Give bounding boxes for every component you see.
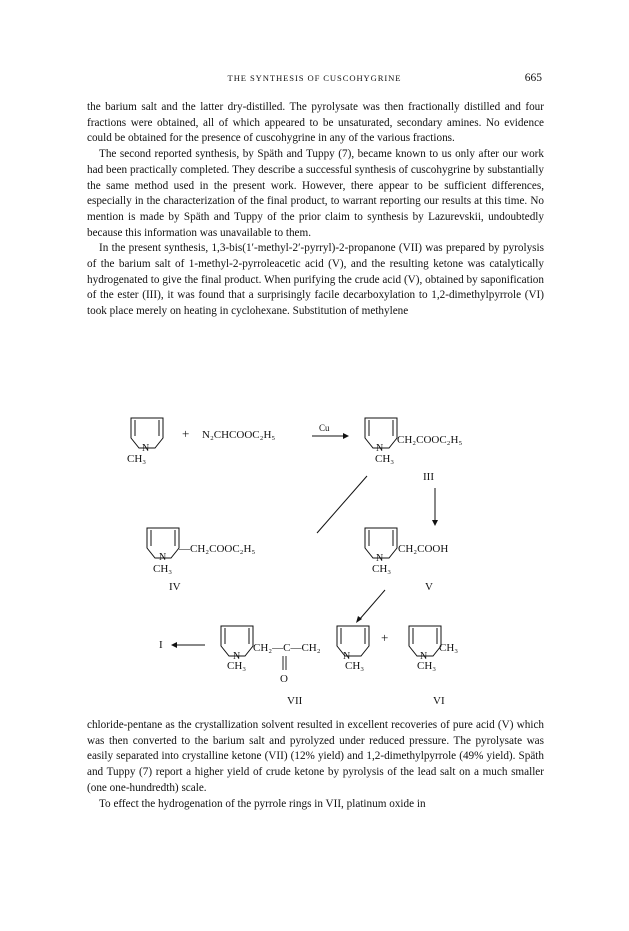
ring-n: N [376,553,384,564]
ring-n: N [420,651,428,662]
paragraph: In the present synthesis, 1,3-bis(1′-methyl-2′-pyrryl)-2-propanone (VII) was prepared by pyrolysis of the barium salt of 1-methyl-2-pyrroleacetic acid (V), and the resulting ketone was catalytically hydrogenated to give the final product. When purifying the crude acid (V), obtained by saponification of the ester (III), it was found that a surprisingly facile decarboxylation to 1,2-dimethylpyrrole (VI) took place merely on heating in cyclohexane. Substitution of methylene [87,242,544,318]
n-methyl: CH₃ [372,563,392,575]
body-text-top [87,100,544,320]
paragraph: To effect the hydrogenation of the pyrrole rings in VII, platinum oxide in [99,797,426,810]
arrow-to-VII [359,590,385,620]
compound-label-V: V [425,581,433,593]
n-methyl: CH₃ [153,563,173,575]
compound-label-IV: IV [169,581,181,593]
compound-label-VI: VI [433,695,445,707]
plus-sign: + [182,426,190,441]
arrow-head [343,433,349,439]
pyrrole-ring-reactant [127,418,163,465]
arrow-head [171,642,177,648]
arrow-head [432,520,438,526]
ketone-chain: CH₂—C—CH₂ [253,642,321,654]
ketone-oxygen: O [280,673,288,685]
body-text-bottom [87,718,544,812]
catalyst-label: Cu [319,423,330,433]
compound-label-VII: VII [287,695,303,707]
n-methyl: CH₃ [345,660,365,672]
plus-sign: + [381,630,389,645]
n-methyl: CH₃ [417,660,437,672]
ring-n: N [343,651,351,662]
n-methyl: CH₃ [227,660,247,672]
paragraph: the barium salt and the latter dry-distilled. The pyrolysate was then fractionally distilled and four fractions were obtained, all of which appeared to be unsaturated, secondary amines. No evidence could be obtained for the presence of cuscohygrine in any of the various fractions. [87,101,544,145]
ketone-VII [221,626,369,707]
ring-n: N [233,651,241,662]
page-number: 665 [524,72,542,84]
n-methyl: CH₃ [127,453,147,465]
acid-V [365,528,448,593]
n-methyl: CH₃ [375,453,395,465]
running-title: THE SYNTHESIS OF CUSCOHYGRINE [227,73,402,83]
ring-n: N [376,443,384,454]
ester-substituent: —CH₂COOC₂H₅ [179,543,256,555]
ester-substituent: CH₂COOC₂H₅ [397,434,463,446]
acid-substituent: CH₂COOH [398,543,449,555]
arrow-to-IV [317,476,367,533]
ring-n: N [142,443,150,454]
paragraph: chloride-pentane as the crystallization solvent resulted in excellent recoveries of pure acid (V) which was then converted to the barium salt and pyrolyzed under reduced pressure. The pyrolysate was easily separated into crystalline ketone (VII) (12% yield) and 1,2-dimethylpyrrole (49% yield). Späth and Tuppy (7) report a higher yield of crude ketone by pyrolysis of the lead salt on a much smaller (one one-hundredth) scale. [87,719,544,794]
reagent-diazoacetate: N₂CHCOOC₂H₅ [202,429,276,441]
ring-n: N [159,552,167,563]
compound-label-III: III [423,471,434,483]
ester-IV [147,528,255,593]
methyl-substituent: CH₃ [439,642,459,654]
ester-III [365,418,462,483]
compound-label-I: I [159,639,163,651]
paragraph: The second reported synthesis, by Späth and Tuppy (7), became known to us only after our work had been practically completed. They describe a successful synthesis of cuscohygrine by substantially the same method used in the present work. However, there appear to be sufficient differences, especially in the characterization of the final product, to warrant reporting our results at this time. No mention is made by Späth and Tuppy of the prior claim to synthesis by Lazurevskii, undoubtedly because this information was unavailable to them. [87,148,544,239]
dimethylpyrrole-VI [409,626,458,707]
reaction-scheme [87,398,544,708]
page-header [87,73,542,87]
